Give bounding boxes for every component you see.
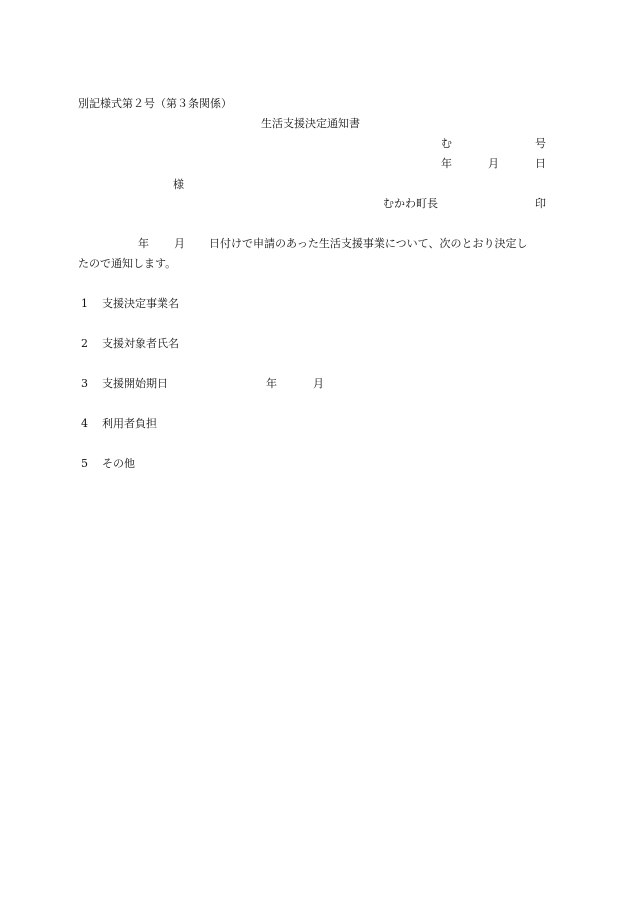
start-month-unit: 月 xyxy=(313,377,324,390)
issue-day-unit: 日 xyxy=(535,157,546,170)
item-label: 支援対象者氏名 xyxy=(102,337,179,350)
body-line-2: たので通知します。 xyxy=(78,257,177,270)
document-title: 生活支援決定通知書 xyxy=(261,117,360,130)
doc-number-suffix: 号 xyxy=(535,137,546,150)
start-year-unit: 年 xyxy=(266,377,277,390)
body-year-unit: 年 xyxy=(138,237,149,250)
form-label: 別記様式第２号（第３条関係） xyxy=(78,97,232,110)
issue-year-unit: 年 xyxy=(441,157,452,170)
seal-mark: 印 xyxy=(535,197,546,210)
item-label: その他 xyxy=(102,457,135,470)
body-line-1: 日付けで申請のあった生活支援事業について、次のとおり決定し xyxy=(209,237,528,250)
item-number: 1 xyxy=(81,297,88,310)
body-month-unit: 月 xyxy=(174,237,185,250)
item-number: 3 xyxy=(81,377,88,390)
issue-month-unit: 月 xyxy=(488,157,499,170)
item-label: 利用者負担 xyxy=(102,417,157,430)
addressee-honorific: 様 xyxy=(173,178,184,191)
item-label: 支援決定事業名 xyxy=(102,297,179,310)
item-number: 5 xyxy=(81,457,88,470)
item-label: 支援開始期日 xyxy=(102,377,168,390)
doc-number-prefix: む xyxy=(441,137,452,150)
item-number: 2 xyxy=(81,337,88,350)
sender-name: むかわ町長 xyxy=(383,197,438,210)
item-number: 4 xyxy=(81,417,88,430)
